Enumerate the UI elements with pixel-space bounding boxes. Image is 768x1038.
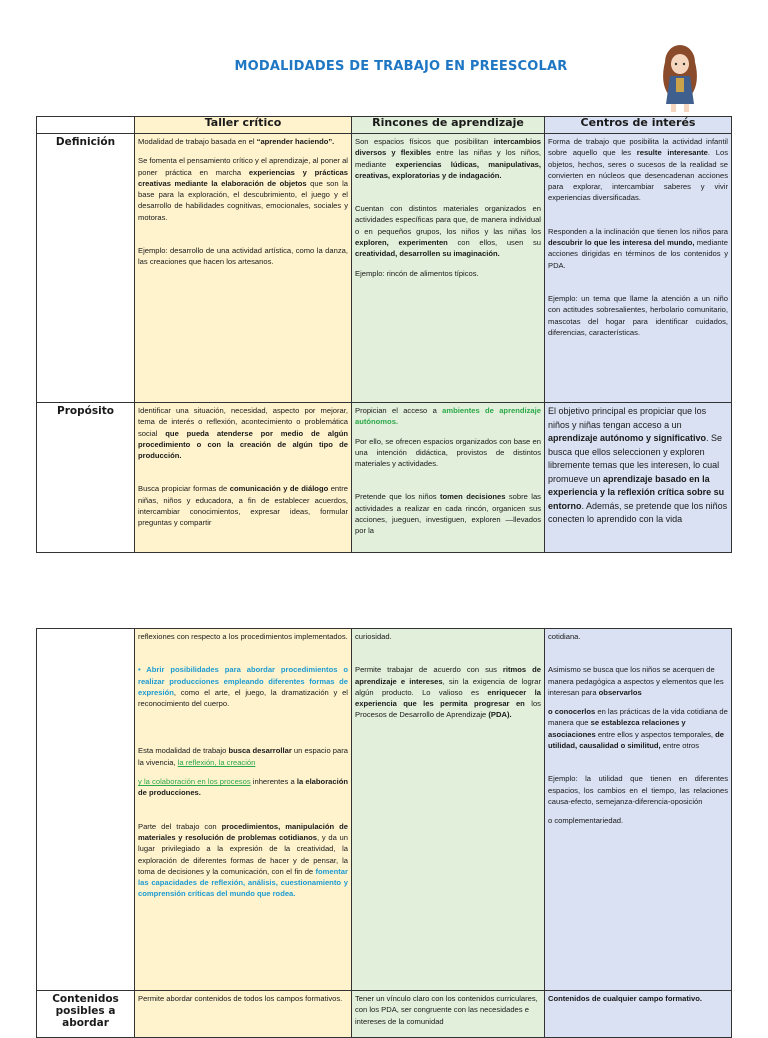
cell-contenidos-centros: Contenidos de cualquier campo formativo. <box>545 991 732 1038</box>
cell-contenidos-rincones: Tener un vínculo claro con los contenidos curriculares, con los PDA, ser congruente con las necesidades e intereses de la comunidad <box>352 991 545 1038</box>
cell-proposito-taller: Identificar una situación, necesidad, aspecto por mejorar, tema de interés o reflexión, acontecimiento o problemática social que pueda atenderse por medio de algún procedimiento o con la creación de algún tipo de producción. Busca propiciar formas de comunicación y de diálogo entre niñas, niños y educadora, a fin de establecer acuerdos, intercambiar conocimientos, expresar ideas, formular preguntas y compartir <box>135 403 352 553</box>
cell-proposito-centros-cont: cotidiana. Asimismo se busca que los niños se acerquen de manera pedagógica a aspectos y elementos que les interesan para observarlos o conocerlos en las prácticas de la vida cotidiana de manera que se establezca relaciones y asociaciones entre ellos y aspectos temporales, de utilidad, causalidad o similitud, entre otros Ejemplo: la utilidad que tienen en diferentes espacios, los cambios en el tiempo, las relaciones causa-efecto, semejanza-diferencia-oposición o complementariedad. <box>545 629 732 991</box>
row-label-contenidos: Contenidos posibles a abordar <box>37 991 135 1038</box>
row-label-proposito: Propósito <box>37 403 135 553</box>
row-label-definicion: Definición <box>37 134 135 403</box>
page-title: MODALIDADES DE TRABAJO EN PREESCOLAR <box>234 59 568 74</box>
cell-definicion-centros: Forma de trabajo que posibilita la actividad infantil sobre aquello que les resulte interesante. Los objetos, hechos, seres o sucesos de la realidad se convierten en núcleos que desencadenan acciones para explorar, intercambiar saberes y vivir experiencias diversificadas. Responden a la inclinación que tienen los niños para descubrir lo que les interesa del mundo, mediante acciones dirigidas en términos de los contenidos y PDA. Ejemplo: un tema que llame la atención a un niño con actitudes sobresalientes, herbolario comunitario, mascotas del hogar para identificar cuidados, diferencias, características. <box>545 134 732 403</box>
modalities-table-part2 <box>36 628 732 1038</box>
modalities-table-part1 <box>36 116 732 553</box>
col-header-taller: Taller crítico <box>135 117 352 134</box>
col-header-centros: Centros de interés <box>545 117 732 134</box>
cell-definicion-taller: Modalidad de trabajo basada en el “aprender haciendo”. Se fomenta el pensamiento crítico y el aprendizaje, al poner al poner práctica en marcha experiencias y prácticas creativas mediante la elaboración de objetos que son la base para la exploración, el descubrimiento, el juego y el desarrollo de habilidades cognitivas, emocionales, sociales y motoras. Ejemplo: desarrollo de una actividad artística, como la danza, las creaciones que hacen los artesanos. <box>135 134 352 403</box>
cell-proposito-centros: El objetivo principal es propiciar que los niños y niñas tengan acceso a un aprendizaje autónomo y significativo. Se busca que ellos seleccionen y exploren libremente temas que les interesen, lo cual promueve un aprendizaje basado en la experiencia y la reflexión crítica sobre su entorno. Además, se pretende que los niños conecten lo aprendido con la vida <box>545 403 732 553</box>
girl-illustration <box>654 42 706 114</box>
cell-proposito-rincones: Propician el acceso a ambientes de aprendizaje autónomos. Por ello, se ofrecen espacios organizados con base en una intención didáctica, provistos de distintos materiales y actividades. Pretende que los niños tomen decisiones sobre las actividades a realizar en cada rincón, organicen sus acciones, jueguen, investiguen, exploren —llevados por la <box>352 403 545 553</box>
cell-proposito-taller-cont: reflexiones con respecto a los procedimientos implementados. • Abrir posibilidades para abordar procedimientos o realizar producciones empleando diferentes formas de expresión, como el arte, el juego, la dramatización y el reconocimiento del cuerpo. Esta modalidad de trabajo busca desarrollar un espacio para la vivencia, la reflexión, la creación y la colaboración en los procesos inherentes a la elaboración de producciones. Parte del trabajo con procedimientos, manipulación de materiales y resolución de problemas cotidianos, y da un lugar privilegiado a la expresión de la creatividad, la exploración de diferentes formas de hacer y de pensar, la toma de decisiones y la comunicación, con el fin de fomentar las capacidades de reflexión, análisis, cuestionamiento y comprensión críticas del mundo que rodea. <box>135 629 352 991</box>
col-header-rincones: Rincones de aprendizaje <box>352 117 545 134</box>
cell-proposito-rincones-cont: curiosidad. Permite trabajar de acuerdo con sus ritmos de aprendizaje e intereses, sin la exigencia de lograr algún producto. Lo valioso es enriquecer la experiencia que les permita progresar en los Procesos de Desarrollo de Aprendizaje (PDA). <box>352 629 545 991</box>
cell-contenidos-taller: Permite abordar contenidos de todos los campos formativos. <box>135 991 352 1038</box>
cell-definicion-rincones: Son espacios físicos que posibilitan intercambios diversos y flexibles entre las niñas y los niños, mediante experiencias lúdicas, manipulativas, creativas, exploratorias y de indagación. Cuentan con distintos materiales organizados en actividades específicas para que, de manera individual o en pequeños grupos, los niños y las niñas los exploren, experimenten con ellos, usen su creatividad, desarrollen su imaginación. Ejemplo: rincón de alimentos típicos. <box>352 134 545 403</box>
